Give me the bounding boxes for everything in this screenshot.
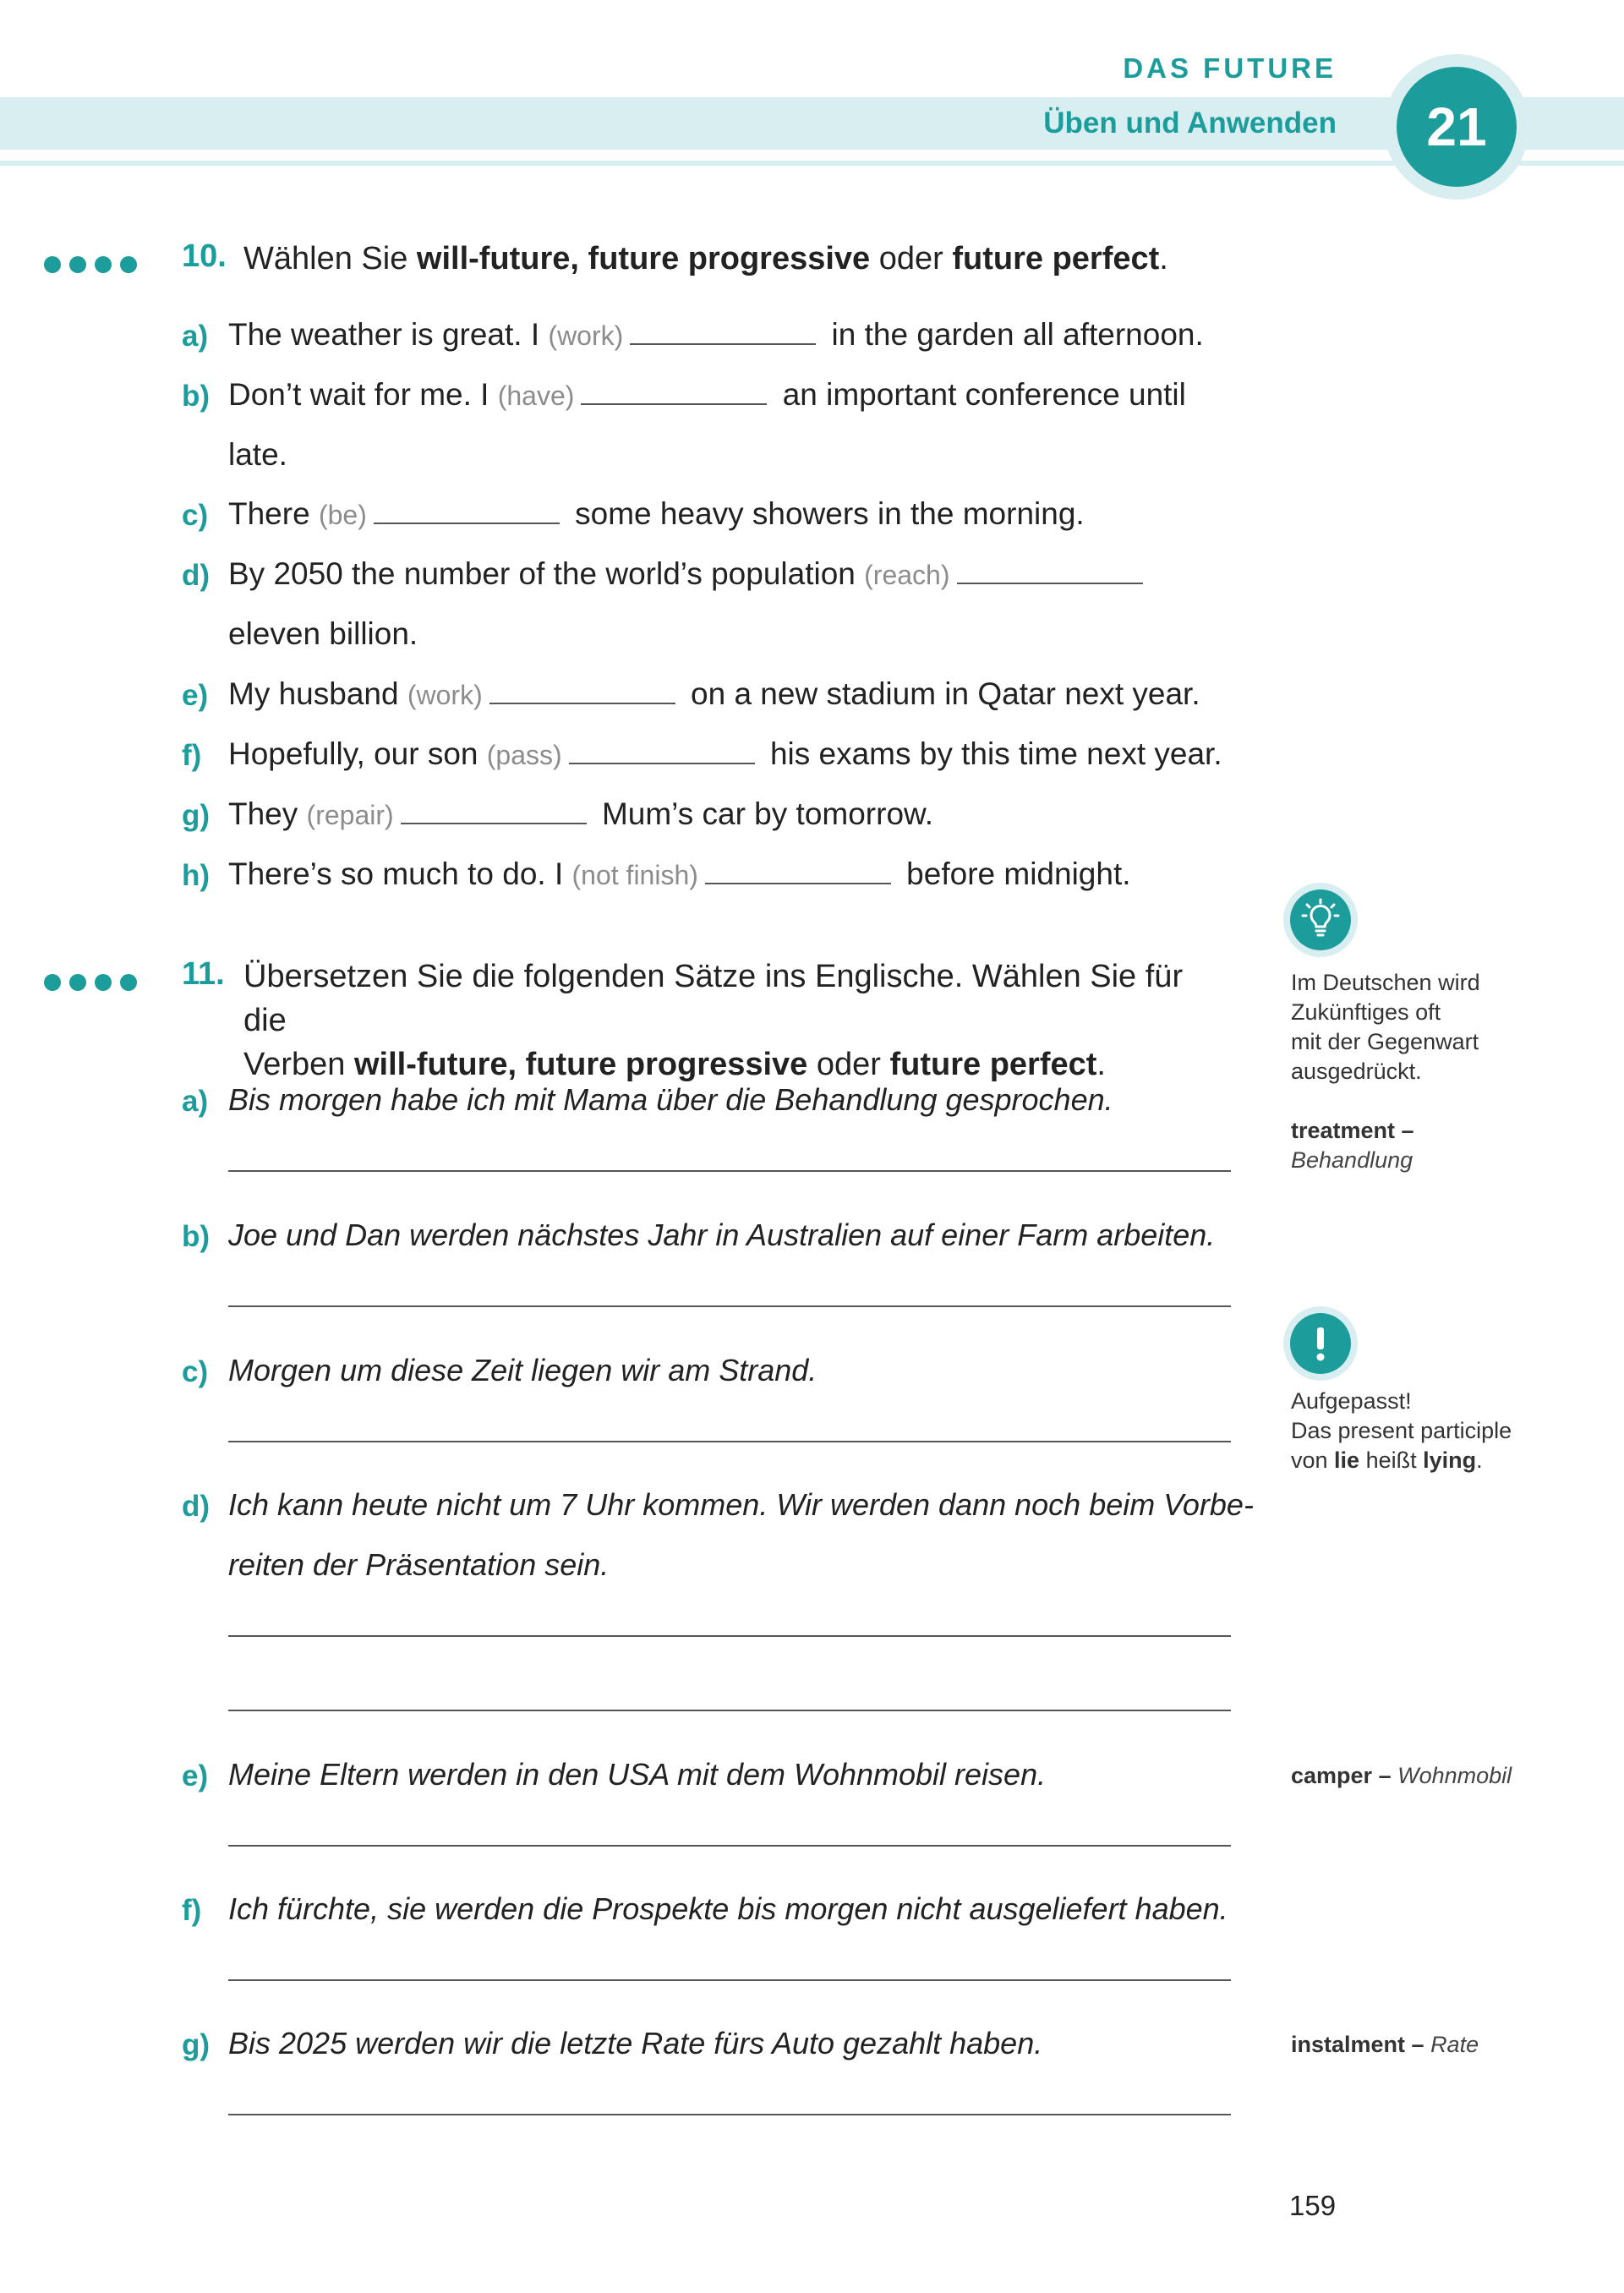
verb-hint: (repair) bbox=[306, 800, 394, 830]
item-letter: c) bbox=[182, 499, 209, 532]
item-letter: d) bbox=[182, 1490, 211, 1523]
answer-line[interactable] bbox=[228, 1170, 1231, 1172]
sentence-to-translate: Bis 2025 werden wir die letzte Rate fürs Auto gezahlt haben. bbox=[228, 2026, 1043, 2060]
exercise-item: Hopefully, our son (pass) his exams by this time next year. bbox=[228, 736, 1222, 771]
verb-hint: (not finish) bbox=[571, 860, 698, 890]
section-title: Üben und Anwenden bbox=[1043, 107, 1337, 140]
item-letter: h) bbox=[182, 859, 211, 892]
item-letter: b) bbox=[182, 1220, 211, 1253]
sentence-to-translate: Ich fürchte, sie werden die Prospekte bis morgen nicht ausgeliefert haben. bbox=[228, 1891, 1228, 1926]
header-rule bbox=[0, 161, 1624, 166]
exercise-item: There’s so much to do. I (not finish) before midnight. bbox=[228, 856, 1131, 891]
item-letter: a) bbox=[182, 1085, 209, 1118]
page-number: 159 bbox=[1289, 2190, 1337, 2221]
sentence-to-translate: Joe und Dan werden nächstes Jahr in Australien auf einer Farm arbeiten. bbox=[228, 1218, 1216, 1252]
verb-hint: (work) bbox=[548, 320, 624, 351]
warning-note: Aufgepasst! Das present participle von lie heißt lying. bbox=[1291, 1388, 1512, 1473]
answer-blank[interactable] bbox=[489, 702, 675, 704]
exercise-item-continued: eleven billion. bbox=[228, 616, 418, 651]
exercise-number: 11. bbox=[182, 956, 225, 992]
vocab-note: instalment – Rate bbox=[1291, 2032, 1479, 2057]
exercise-item: My husband (work) on a new stadium in Qatar next year. bbox=[228, 676, 1200, 711]
verb-hint: (pass) bbox=[486, 740, 562, 770]
answer-blank[interactable] bbox=[581, 402, 767, 405]
exclamation-icon bbox=[1283, 1306, 1358, 1381]
tip-note: Im Deutschen wird Zukünftiges oft mit der Gegenwart ausgedrückt. bbox=[1291, 970, 1480, 1084]
vocab-note: treatment – Behandlung bbox=[1291, 1118, 1414, 1173]
answer-line[interactable] bbox=[228, 2114, 1231, 2115]
exercise-item: The weather is great. I (work) in the garden all afternoon. bbox=[228, 317, 1204, 352]
answer-line[interactable] bbox=[228, 1845, 1231, 1847]
verb-hint: (work) bbox=[407, 680, 483, 710]
answer-line[interactable] bbox=[228, 1979, 1231, 1981]
vocab-note: camper – Wohnmobil bbox=[1291, 1763, 1512, 1788]
chapter-number-badge: 21 bbox=[1397, 67, 1517, 187]
exercise-item-continued: late. bbox=[228, 437, 287, 472]
exercise-item: By 2050 the number of the world’s population (reach) bbox=[228, 556, 1150, 592]
answer-blank[interactable] bbox=[957, 582, 1143, 584]
verb-hint: (be) bbox=[318, 500, 367, 530]
exercise-item: Don’t wait for me. I (have) an important conference until bbox=[228, 377, 1186, 412]
verb-hint: (reach) bbox=[864, 560, 950, 590]
item-letter: g) bbox=[182, 2028, 211, 2061]
chapter-title: DAS FUTURE bbox=[1123, 52, 1337, 84]
header-band bbox=[0, 97, 1624, 150]
answer-blank[interactable] bbox=[630, 342, 816, 345]
answer-blank[interactable] bbox=[401, 822, 587, 824]
answer-line[interactable] bbox=[228, 1710, 1231, 1711]
sentence-to-translate: Morgen um diese Zeit liegen wir am Strand. bbox=[228, 1353, 817, 1387]
answer-line[interactable] bbox=[228, 1441, 1231, 1442]
exercise-instruction: Übersetzen Sie die folgenden Sätze ins Englische. Wählen Sie für die Verben will-future, future progressive oder future perfect. bbox=[243, 959, 1184, 1082]
verb-hint: (have) bbox=[497, 380, 575, 411]
answer-line[interactable] bbox=[228, 1305, 1231, 1307]
exercise-item: There (be) some heavy showers in the morning. bbox=[228, 496, 1085, 531]
answer-blank[interactable] bbox=[705, 882, 891, 884]
answer-line[interactable] bbox=[228, 1635, 1231, 1637]
sentence-to-translate-continued: reiten der Präsentation sein. bbox=[228, 1547, 610, 1582]
item-letter: d) bbox=[182, 559, 211, 592]
exercise-instruction: Wählen Sie will-future, future progressive oder future perfect. bbox=[243, 241, 1168, 276]
answer-blank[interactable] bbox=[569, 762, 755, 764]
difficulty-dots bbox=[44, 974, 137, 991]
lightbulb-icon bbox=[1283, 883, 1358, 957]
sentence-to-translate: Meine Eltern werden in den USA mit dem Wohnmobil reisen. bbox=[228, 1757, 1047, 1792]
difficulty-dots bbox=[44, 256, 137, 273]
sentence-to-translate: Ich kann heute nicht um 7 Uhr kommen. Wir werden dann noch beim Vorbe- bbox=[228, 1487, 1254, 1522]
item-letter: g) bbox=[182, 799, 211, 832]
item-letter: b) bbox=[182, 380, 211, 413]
item-letter: e) bbox=[182, 679, 209, 712]
exercise-number: 10. bbox=[182, 238, 227, 274]
item-letter: f) bbox=[182, 739, 202, 772]
item-letter: c) bbox=[182, 1355, 209, 1388]
item-letter: a) bbox=[182, 320, 209, 353]
item-letter: e) bbox=[182, 1759, 209, 1792]
answer-blank[interactable] bbox=[374, 522, 560, 524]
sentence-to-translate: Bis morgen habe ich mit Mama über die Behandlung gesprochen. bbox=[228, 1082, 1113, 1117]
item-letter: f) bbox=[182, 1894, 202, 1927]
exercise-item: They (repair) Mum’s car by tomorrow. bbox=[228, 796, 933, 831]
